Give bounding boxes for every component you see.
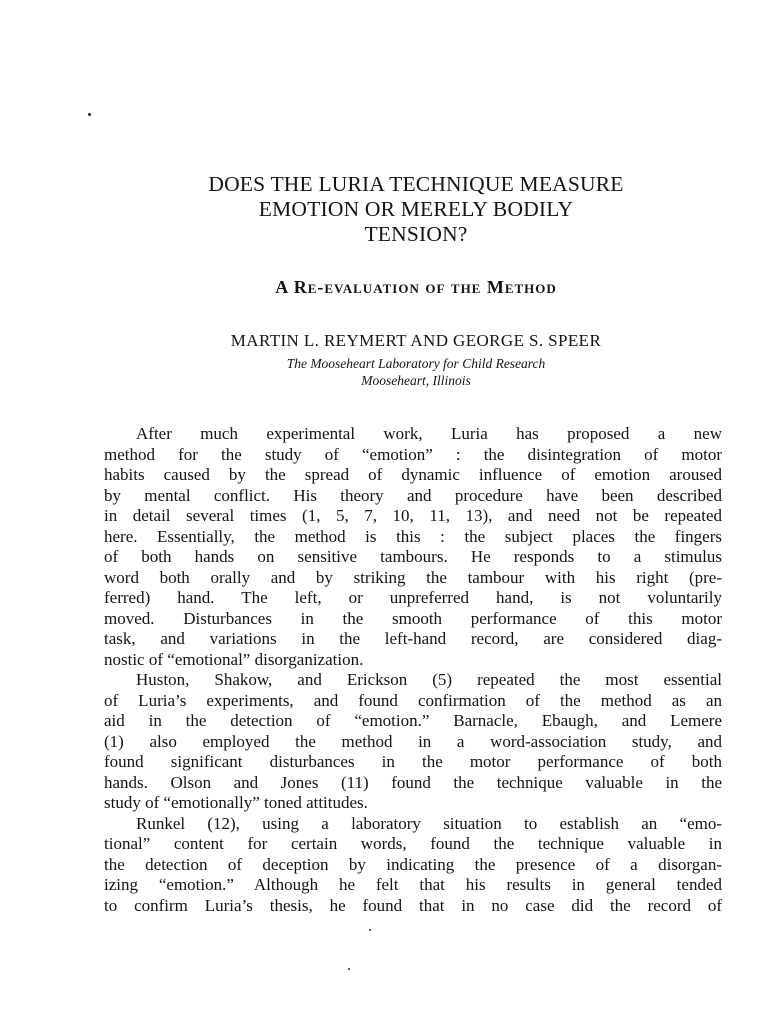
- text-line: tional” content for certain words, found the technique valuable in: [104, 834, 722, 853]
- text-line: nostic of “emotional” disorganization.: [104, 649, 364, 669]
- text-line: After much experimental work, Luria has proposed a new: [136, 424, 722, 443]
- text-line: of Luria’s experiments, and found confirmation of the method as an: [104, 690, 722, 710]
- text-line: ferred) hand. The left, or unpreferred hand, is not voluntarily: [104, 588, 722, 607]
- text-line: of both hands on sensitive tambours. He responds to a stimulus: [104, 547, 722, 566]
- text-line: found significant disturbances in the motor performance of both: [104, 752, 722, 771]
- text-line: task, and variations in the left-hand record, are considered diag-: [104, 629, 722, 648]
- text-line: study of “emotionally” toned attitudes.: [104, 793, 368, 812]
- speck-mark: [369, 929, 371, 931]
- title-line: EMOTION OR MERELY BODILY: [258, 197, 574, 221]
- affiliation-line: The Mooseheart Laboratory for Child Research: [286, 356, 546, 371]
- text-line: in detail several times (1, 5, 7, 10, 11, 13), and need not be repeated: [104, 506, 722, 525]
- text-line: to confirm Luria’s thesis, he found that in no case did the record of: [104, 895, 722, 915]
- text-line: method for the study of “emotion” : the disintegration of motor: [104, 444, 722, 464]
- article-authors: MARTIN L. REYMERT AND GEORGE S. SPEER: [230, 331, 602, 350]
- paragraph: [104, 814, 722, 917]
- text-line: izing “emotion.” Although he felt that his results in general tended: [104, 875, 722, 894]
- text-line: Huston, Shakow, and Erickson (5) repeated the most essential: [136, 670, 722, 689]
- text-line: here. Essentially, the method is this : the subject places the fingers: [104, 526, 722, 546]
- affiliation-line: Mooseheart, Illinois: [361, 373, 471, 388]
- text-line: aid in the detection of “emotion.” Barnacle, Ebaugh, and Lemere: [104, 711, 722, 730]
- article-title: [100, 172, 732, 247]
- paragraph: [104, 424, 722, 670]
- speck-mark: [88, 113, 91, 116]
- author-affiliation: [100, 355, 732, 389]
- text-line: habits caused by the spread of dynamic influence of emotion aroused: [104, 465, 722, 484]
- text-line: moved. Disturbances in the smooth performance of this motor: [104, 608, 722, 628]
- text-line: (1) also employed the method in a word-association study, and: [104, 731, 722, 751]
- speck-mark: [348, 968, 350, 970]
- text-line: hands. Olson and Jones (11) found the technique valuable in the: [104, 772, 722, 792]
- title-line: DOES THE LURIA TECHNIQUE MEASURE: [208, 172, 624, 196]
- text-line: word both orally and by striking the tambour with his right (pre-: [104, 567, 722, 587]
- title-line: TENSION?: [364, 222, 468, 246]
- paragraph: [104, 670, 722, 814]
- article-subtitle: A Re-evaluation of the Method: [275, 277, 557, 297]
- article-body: [104, 424, 722, 916]
- text-line: the detection of deception by indicating the presence of a disorgan-: [104, 854, 722, 874]
- text-line: by mental conflict. His theory and procedure have been described: [104, 485, 722, 505]
- text-line: Runkel (12), using a laboratory situation to establish an “emo-: [136, 813, 722, 833]
